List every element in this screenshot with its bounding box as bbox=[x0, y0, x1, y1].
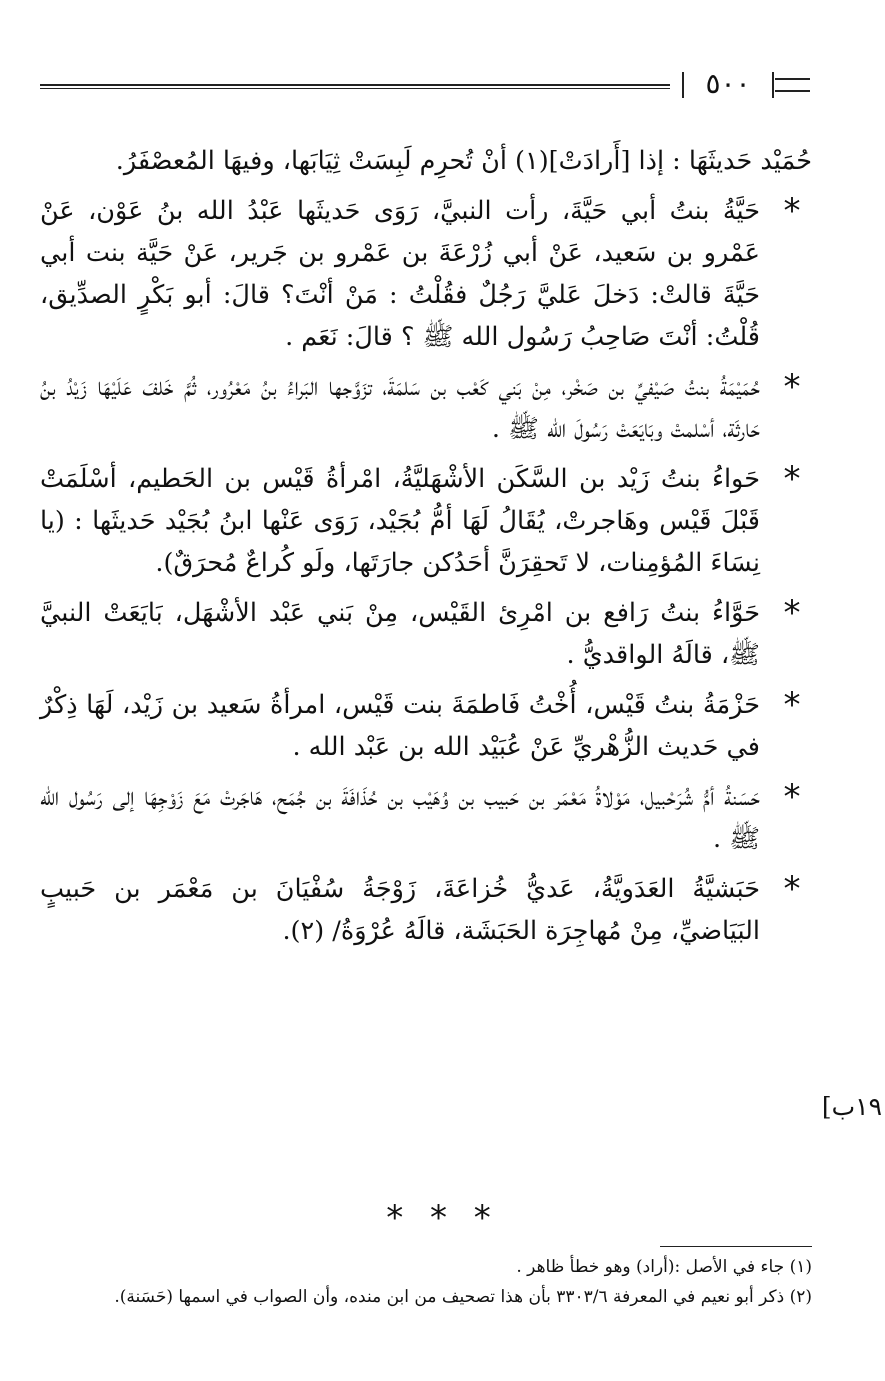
page-header bbox=[40, 64, 810, 104]
entry-star-marker: * bbox=[783, 685, 801, 725]
entry-text: حَواءُ بنتُ زَيْد بن السَّكَن الأشْهَليَّةُ، امْرأةُ قَيْس بن الحَطيم، أسْلَمَتْ قَبْلَ قَيْس وهَاجرتْ، يُقَالُ لَهَا أمُّ بُجَيْد، رَوَى عَنْها ابنُ بُجَيْد حَديثَها : (يا نِسَاءَ المُؤمِنات، لا تَحقِرَنَّ أحَدُكن جارَتَها، ولَو كُراعٌ مُحرَقٌ). bbox=[40, 464, 760, 578]
biography-entry bbox=[40, 458, 812, 584]
entry-text: حَبَشيَّةُ العَدَويَّةُ، عَديُّ خُزاعَةَ، زَوْجَةُ سُفْيَانَ بن مَعْمَر بن حَبيبٍ البَيَاضيِّ، مِنْ مُهاجِرَة الحَبَشَة، قالَهُ عُرْوَةُ/ (٢). bbox=[40, 874, 760, 946]
section-divider: * * * bbox=[386, 1198, 499, 1238]
footnotes bbox=[40, 1252, 812, 1312]
biography-entry bbox=[40, 776, 812, 860]
header-rule bbox=[40, 84, 670, 89]
manuscript-folio-marker: ١٩ب] bbox=[821, 1092, 882, 1121]
entry-star-marker: * bbox=[783, 593, 801, 633]
main-text bbox=[40, 140, 812, 960]
entry-text: حُمَيْمَةُ بنتُ صَيْفيِّ بن صَخْر، مِنْ بَني كَعْب بن سَلمَةَ، تزَوَّجها البَراءُ بنُ مَعْرُور، ثُمَّ خَلفَ عَلَيْهَا زَيْدُ بنُ حَارثَة، أسْلمتْ وبَايَعَتْ رَسُولَ الله ﷺ . bbox=[40, 372, 760, 444]
biography-entry bbox=[40, 366, 812, 450]
entry-text: حَسَنةُ أمُّ شُرَحْبيل، مَوْلاةُ مَعْمَر بن حَبيب بن وُهَيْب بن حُذَافَةَ بن جُمَح، هَاجَرتْ مَعَ زَوْجِهَا إلى رَسُول الله ﷺ . bbox=[40, 782, 760, 854]
entry-star-marker: * bbox=[783, 459, 801, 499]
biography-entry bbox=[40, 592, 812, 676]
entry-star-marker: * bbox=[783, 869, 801, 909]
biography-entry bbox=[40, 684, 812, 768]
footnote: (١) جاء في الأصل :(أراد) وهو خطأ ظاهر . bbox=[516, 1257, 812, 1277]
entry-text: حَيَّةُ بنتُ أبي حَيَّةَ، رأت النبيَّ، رَوَى حَديثَها عَبْدُ الله بنُ عَوْن، عَنْ عَمْرو بن سَعيد، عَنْ أبي زُرْعَةَ بن عَمْرو بن جَرير، عَنْ حَيَّة بنت أبي حَيَّةَ قالتْ: دَخلَ عَليَّ رَجُلٌ فقُلْتُ : مَنْ أنْتَ؟ قالَ: أبو بَكْرٍ الصدِّيق، قُلْتُ: أنْتَ صَاحِبُ رَسُول الله ﷺ ؟ قالَ: نَعَم . bbox=[40, 196, 760, 352]
intro-line: حُمَيْد حَديثَهَا : إذا [أَرادَتْ](١) أنْ تُحرِم لَبِسَتْ ثِيَابَها، وفيهَا المُعصْفَرُ. bbox=[115, 146, 812, 176]
entry-text: حَوَّاءُ بنتُ رَافع بن امْرِئ القَيْس، مِنْ بَني عَبْد الأشْهَل، بَايَعَتْ النبيَّ ﷺ، قالَهُ الواقديُّ . bbox=[40, 598, 761, 670]
biography-entry bbox=[40, 190, 812, 358]
header-rule-end bbox=[775, 78, 810, 92]
footnote-rule bbox=[660, 1246, 812, 1247]
entry-star-marker: * bbox=[783, 191, 801, 231]
biography-entry bbox=[40, 868, 812, 952]
entry-star-marker: * bbox=[783, 367, 801, 407]
entry-star-marker: * bbox=[783, 777, 801, 817]
page-number: ٥٠٠ bbox=[705, 67, 751, 100]
entry-text: حَزْمَةُ بنتُ قَيْس، أُخْتُ فَاطمَةَ بنت قَيْس، امرأةُ سَعيد بن زَيْد، لَهَا ذِكْرٌ في حَديث الزُّهْريِّ عَنْ عُبَيْد الله بن عَبْد الله . bbox=[40, 690, 760, 762]
header-separator bbox=[772, 72, 774, 98]
header-separator bbox=[682, 72, 684, 98]
footnote: (٢) ذكر أبو نعيم في المعرفة ٣٣٠٣/٦ بأن هذا تصحيف من ابن منده، وأن الصواب في اسمها (حَسَنة). bbox=[114, 1287, 812, 1307]
